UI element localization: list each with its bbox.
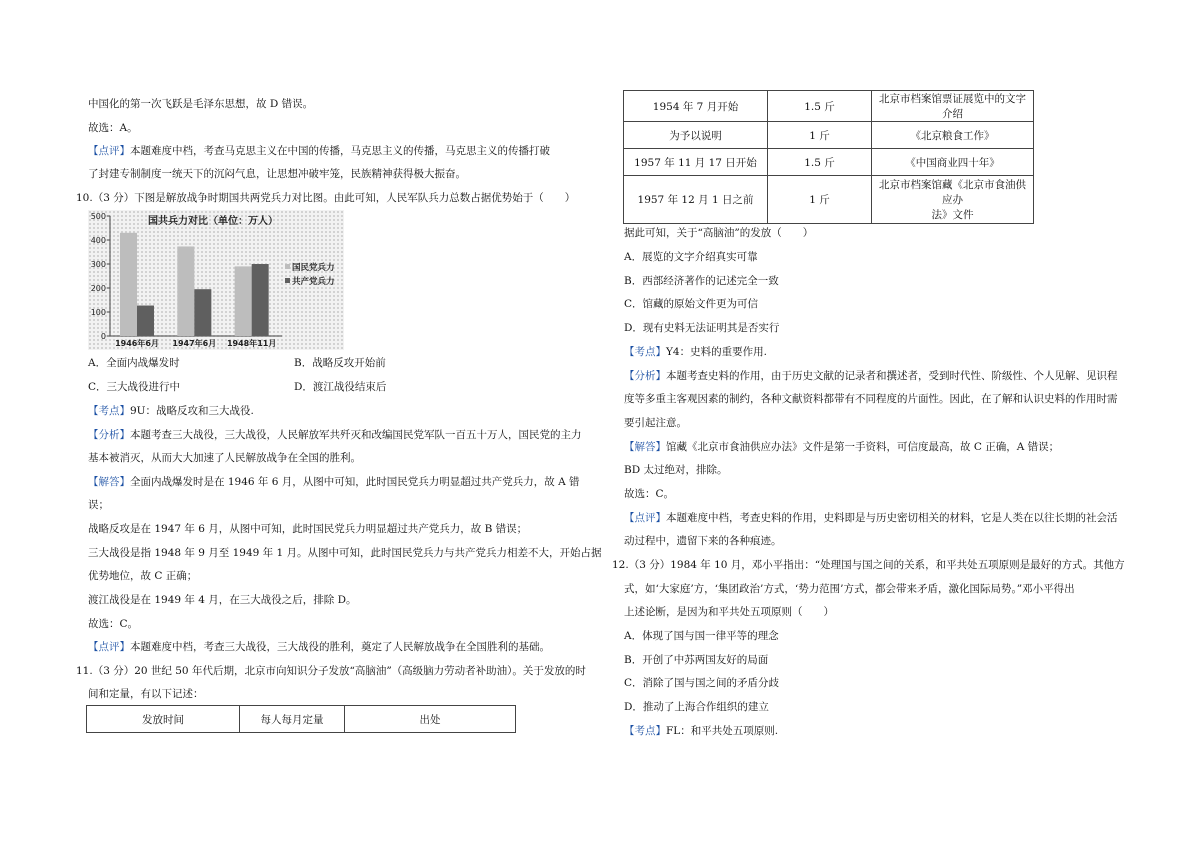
table-cell: 1954 年 7 月开始 — [624, 91, 768, 122]
bar-ccp — [194, 289, 211, 336]
text-line: 渡江战役是在 1949 年 4 月，在三大战役之后，排除 D。 — [88, 594, 357, 606]
comment-line: 【点评】本题难度中档，考查三大战役，三大战役的胜利，奠定了人民解放战争在全国胜利的基础。 — [88, 641, 550, 653]
x-tick-label: 1948年11月 — [226, 339, 277, 348]
table-cell: 1.5 斤 — [768, 149, 872, 176]
comment-tag: 【点评】 — [88, 145, 130, 157]
table-cell: 为予以说明 — [624, 122, 768, 149]
text-line: 上述论断，是因为和平共处五项原则（ ） — [624, 606, 834, 618]
question-10-stem: 10.（3 分）下图是解放战争时期国共两党兵力对比图。由此可知，人民军队兵力总数占据优势始于（ ） — [76, 192, 576, 204]
table-cell: 1.5 斤 — [768, 91, 872, 122]
table-cell: 《中国商业四十年》 — [872, 149, 1034, 176]
answer-line: 故选：C。 — [624, 488, 675, 500]
text-line: 优势地位，故 C 正确； — [88, 570, 198, 582]
comment-tag: 【点评】 — [624, 512, 666, 524]
option-a: A．展览的文字介绍真实可靠 — [624, 251, 758, 263]
y-tick-label: 300 — [90, 260, 106, 269]
text-line: 基本被消灭，从而大大加速了人民解放战争在全国的胜利。 — [88, 452, 361, 464]
text-line: 间和定量，有以下记述： — [88, 688, 204, 700]
legend-label: 共产党兵力 — [292, 277, 335, 287]
legend-swatch — [285, 264, 290, 269]
table-cell: 北京市档案馆藏《北京市食油供应办 法》文件 — [872, 176, 1034, 224]
x-tick-label: 1947年6月 — [172, 339, 217, 348]
table-header-cell: 发放时间 — [87, 706, 240, 733]
option-a: A．全面内战爆发时 — [88, 357, 180, 369]
table-cell: 1 斤 — [768, 176, 872, 224]
fenxi-tag: 【分析】 — [88, 429, 130, 441]
y-tick-label: 400 — [90, 236, 106, 245]
answer-line: 故选：C。 — [88, 618, 139, 630]
y-tick-label: 100 — [90, 308, 106, 317]
chart-svg — [88, 210, 344, 350]
text-line: 中国化的第一次飞跃是毛泽东思想，故 D 错误。 — [88, 98, 314, 110]
question-12-stem: 12.（3 分）1984 年 10 月，邓小平指出：“处理国与国之间的关系，和平共处五项原则是最好的方式。其他方 — [612, 559, 1125, 571]
x-axis-labels — [115, 338, 276, 348]
option-d: D．现有史料无法证明其是否实行 — [624, 322, 780, 334]
x-tick-label: 1946年6月 — [115, 339, 159, 348]
fenxi-line: 【分析】本题考查三大战役，三大战役，人民解放军共歼灭和改编国民党军队一百五十万人，国民党的主力 — [88, 429, 582, 441]
table-header-cell: 出处 — [345, 706, 516, 733]
kaodian-line: 【考点】9U：战略反攻和三大战役. — [88, 405, 254, 417]
option-d: D．推动了上海合作组织的建立 — [624, 701, 769, 713]
y-tick-label: 200 — [90, 284, 106, 293]
comment-tag: 【点评】 — [88, 641, 130, 653]
text-line: 式，如‘大家庭’方，‘集团政治’方式，‘势力范围’方式，都会带来矛盾，激化国际局势。”邓小平得出 — [624, 583, 1075, 595]
y-tick-label: 500 — [90, 212, 106, 221]
troop-comparison-chart — [88, 210, 344, 350]
jieda-line: 【解答】全面内战爆发时是在 1946 年 6 月，从图中可知，此时国民党兵力明显超过共产党兵力，故 A 错 — [88, 476, 580, 488]
option-b: B．开创了中苏两国友好的局面 — [624, 654, 769, 666]
table-row — [624, 149, 1034, 176]
kaodian-line: 【考点】Y4：史料的重要作用. — [624, 346, 767, 358]
text-line: 三大战役是指 1948 年 9 月至 1949 年 1 月。从图中可知，此时国民党兵力与共产党兵力相差不大，开始占据 — [88, 547, 602, 559]
table-cell: 1 斤 — [768, 122, 872, 149]
fenxi-tag: 【分析】 — [624, 370, 666, 382]
bar-ccp — [137, 306, 154, 336]
kaodian-tag: 【考点】 — [624, 725, 666, 737]
bar-kmt — [235, 266, 252, 336]
table-cell: 北京市档案馆票证展览中的文字介绍 — [872, 91, 1034, 122]
option-a: A．体现了国与国一律平等的理念 — [624, 630, 779, 642]
table-cell: 《北京粮食工作》 — [872, 122, 1034, 149]
table-cell: 1957 年 11 月 17 日开始 — [624, 149, 768, 176]
comment-line: 【点评】本题难度中档，考查史料的作用，史料即是与历史密切相关的材料，它是人类在以往长期的社会活 — [624, 512, 1118, 524]
table-row — [624, 122, 1034, 149]
text-line: 度等多重主客观因素的制约，各种文献资料都带有不同程度的片面性。因此，在了解和认识史料的作用时需 — [624, 393, 1118, 405]
legend-label: 国民党兵力 — [292, 263, 335, 273]
kaodian-tag: 【考点】 — [88, 405, 130, 417]
jieda-tag: 【解答】 — [624, 441, 666, 453]
y-tick-label: 0 — [100, 332, 106, 341]
table-cell: 1957 年 12 月 1 日之前 — [624, 176, 768, 224]
bar-ccp — [252, 264, 269, 336]
text-line: BD 太过绝对，排除。 — [624, 464, 728, 476]
text-line: 动过程中，遗留下来的各种痕迹。 — [624, 535, 782, 547]
option-b: B．战略反攻开始前 — [294, 357, 386, 369]
text-line: 了封建专制制度一统天下的沉闷气息，让思想冲破牢笼，民族精神获得极大振奋。 — [88, 168, 466, 180]
answer-line: 故选：A。 — [88, 122, 138, 134]
option-b: B．西部经济著作的记述完全一致 — [624, 275, 779, 287]
bars — [120, 233, 269, 336]
table-header-cell: 每人每月定量 — [240, 706, 345, 733]
bar-kmt — [177, 246, 194, 336]
legend-swatch — [285, 278, 290, 283]
option-c: C．消除了国与国之间的矛盾分歧 — [624, 677, 780, 689]
text-line: 要引起注意。 — [624, 417, 687, 429]
jieda-tag: 【解答】 — [88, 476, 130, 488]
legend — [285, 262, 335, 287]
bar-kmt — [120, 233, 137, 336]
comment-line: 【点评】本题难度中档，考查马克思主义在中国的传播，马克思主义的传播，马克思主义的传播打破 — [88, 145, 550, 157]
chart-title: 国共兵力对比（单位：万人） — [148, 216, 278, 227]
option-d: D．渡江战役结束后 — [294, 381, 387, 393]
table-header — [86, 705, 516, 733]
data-table — [623, 90, 1034, 224]
text-line: 误； — [88, 499, 109, 511]
question-11-stem: 11.（3 分）20 世纪 50 年代后期，北京市向知识分子发放“高脑油”（高级脑力劳动者补助油）。关于发放的时 — [76, 665, 586, 677]
option-c: C．三大战役进行中 — [88, 381, 181, 393]
jieda-line: 【解答】馆藏《北京市食油供应办法》文件是第一手资料，可信度最高，故 C 正确，A 错误； — [624, 441, 1060, 453]
table-row — [624, 176, 1034, 224]
text-line: 战略反攻是在 1947 年 6 月，从图中可知，此时国民党兵力明显超过共产党兵力，故 B 错误； — [88, 523, 528, 535]
question-11-ask: 据此可知，关于“高脑油”的发放（ ） — [624, 227, 814, 239]
kaodian-tag: 【考点】 — [624, 346, 666, 358]
fenxi-line: 【分析】本题考查史料的作用，由于历史文献的记录者和撰述者，受到时代性、阶级性、个人见解、见识程 — [624, 370, 1118, 382]
option-c: C．馆藏的原始文件更为可信 — [624, 298, 759, 310]
table-row — [624, 91, 1034, 122]
kaodian-line: 【考点】FL：和平共处五项原则. — [624, 725, 779, 737]
